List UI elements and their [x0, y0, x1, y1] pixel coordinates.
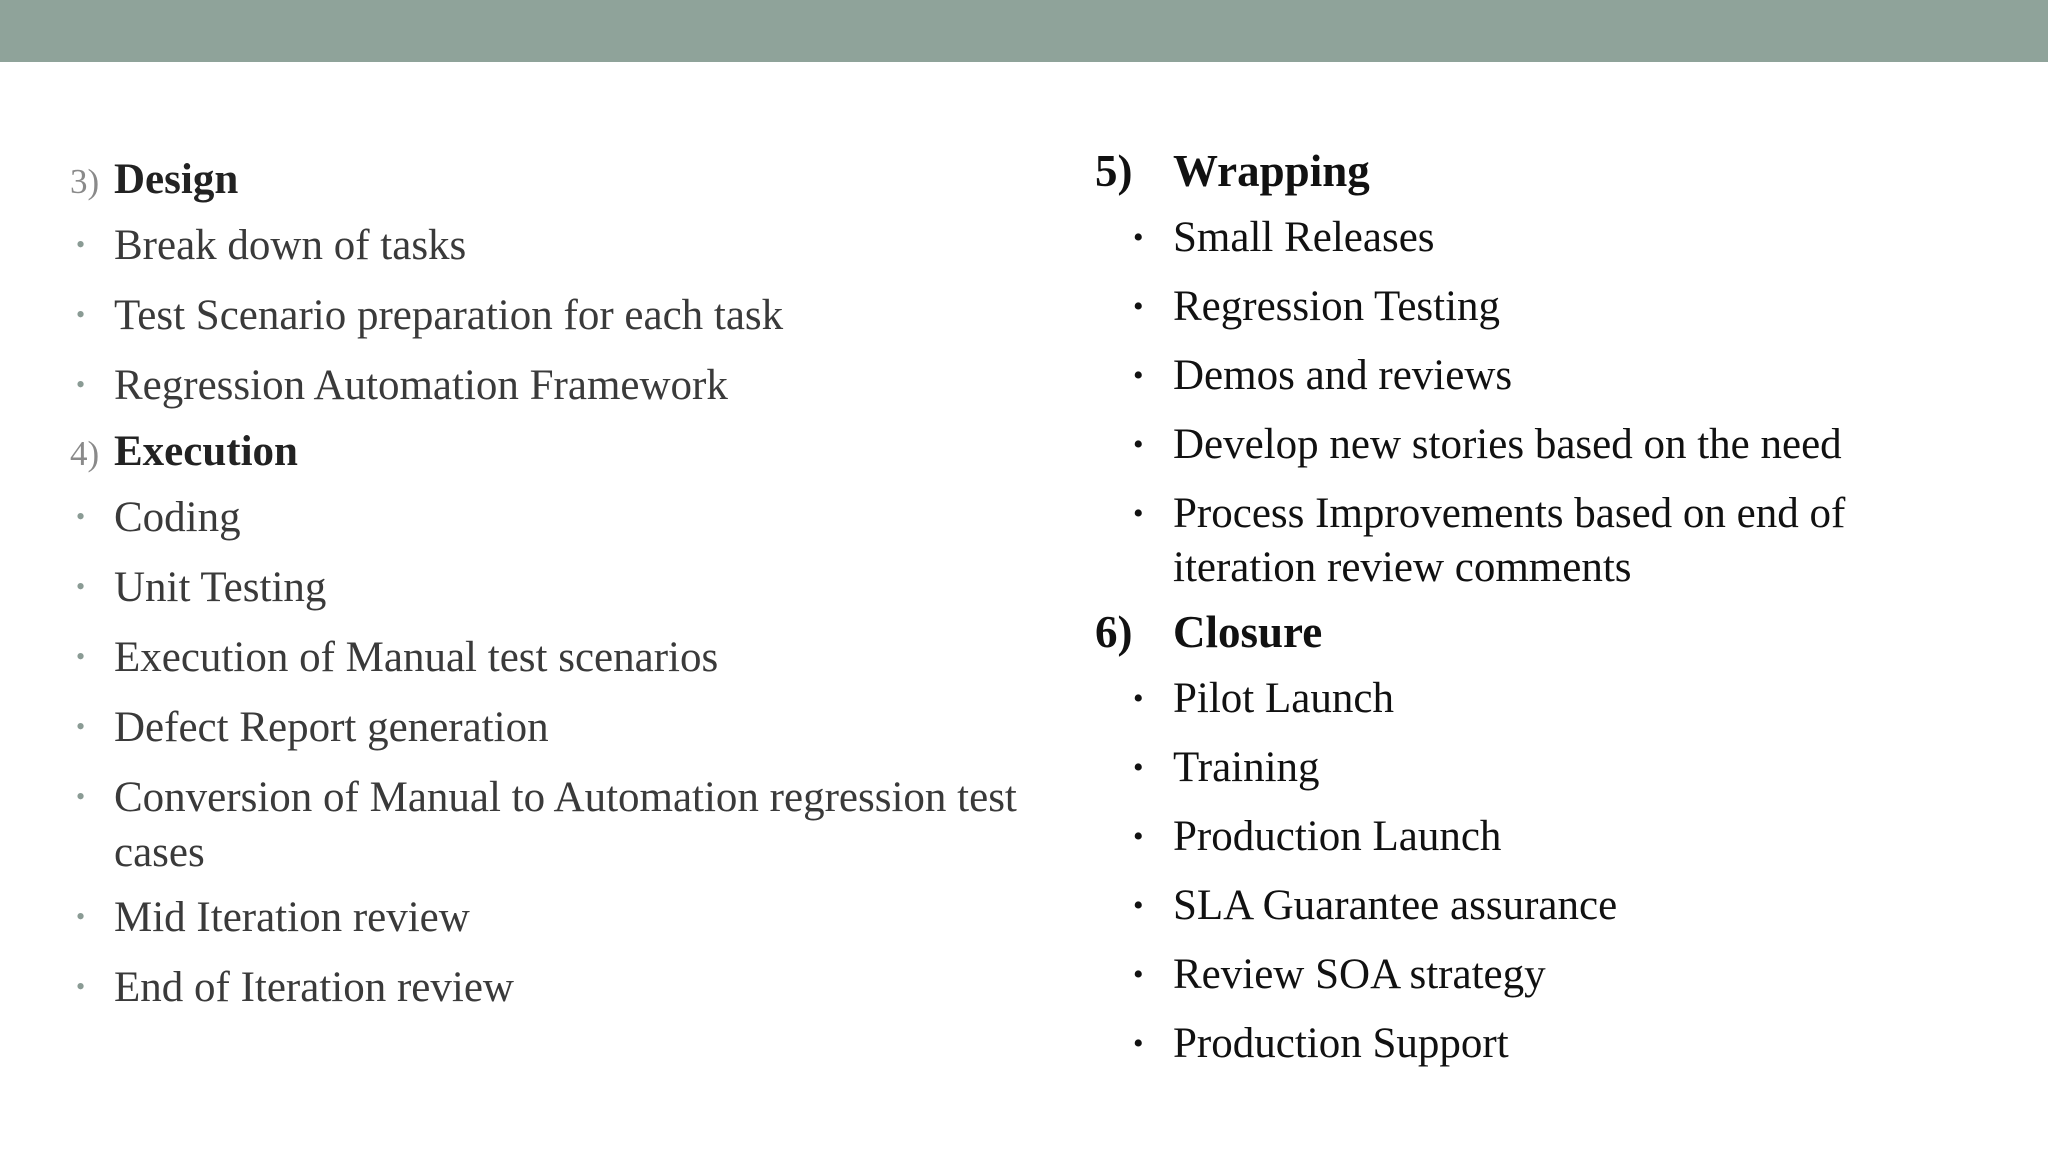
list-item — [1095, 810, 1995, 868]
list-item-text: Regression Testing — [1173, 283, 1501, 330]
bullet-icon: • — [76, 572, 86, 601]
list-item — [1095, 211, 1995, 269]
bullet-icon: • — [76, 782, 86, 811]
section-heading-wrapping — [1095, 142, 1995, 200]
list-item — [70, 700, 1030, 760]
list-item-text: Develop new stories based on the need — [1173, 421, 1842, 468]
list-item-text: Demos and reviews — [1173, 352, 1513, 399]
list-item-text: Conversion of Manual to Automation regression test cases — [114, 774, 1017, 876]
bullet-icon: • — [1133, 428, 1144, 461]
section-heading-closure — [1095, 603, 1995, 661]
list-item — [1095, 948, 1995, 1006]
list-item-text: Production Launch — [1173, 813, 1502, 860]
list-item-text: Coding — [114, 494, 241, 541]
section-number: 6) — [1095, 607, 1133, 657]
list-item-text: Process Improvements based on end of iteration review comments — [1173, 490, 1846, 591]
list-item — [70, 890, 1030, 950]
list-item-text: Execution of Manual test scenarios — [114, 634, 719, 681]
bullet-icon: • — [1133, 682, 1144, 715]
bullet-icon: • — [76, 642, 86, 671]
list-item-text: Production Support — [1173, 1020, 1509, 1067]
list-item — [1095, 487, 1995, 595]
list-item — [1095, 672, 1995, 730]
list-item — [70, 770, 1030, 880]
list-item — [1095, 1017, 1995, 1075]
bullet-icon: • — [1133, 751, 1144, 784]
left-column — [70, 148, 1030, 1020]
section-number: 4) — [70, 434, 100, 473]
bullet-icon: • — [76, 370, 86, 399]
list-item-text: SLA Guarantee assurance — [1173, 882, 1618, 929]
list-item — [1095, 349, 1995, 407]
section-title: Execution — [114, 428, 298, 475]
list-item — [1095, 741, 1995, 799]
list-item-text: Test Scenario preparation for each task — [114, 292, 784, 339]
bullet-icon: • — [1133, 221, 1144, 254]
list-item — [70, 218, 1030, 278]
list-item-text: Review SOA strategy — [1173, 951, 1546, 998]
list-item-text: Training — [1173, 744, 1320, 791]
bullet-icon: • — [76, 712, 86, 741]
section-number: 5) — [1095, 146, 1133, 196]
section-title: Wrapping — [1173, 146, 1370, 196]
list-item-text: Unit Testing — [114, 564, 327, 611]
list-item — [1095, 418, 1995, 476]
section-heading-execution — [70, 420, 1030, 484]
list-item-text: Regression Automation Framework — [114, 362, 728, 409]
bullet-icon: • — [76, 300, 86, 329]
section-title: Design — [114, 156, 239, 203]
bullet-icon: • — [1133, 1027, 1144, 1060]
bullet-icon: • — [1133, 290, 1144, 323]
list-item-text: Defect Report generation — [114, 704, 549, 751]
list-item-text: End of Iteration review — [114, 964, 514, 1011]
bullet-icon: • — [76, 902, 86, 931]
bullet-icon: • — [76, 972, 86, 1001]
bullet-icon: • — [1133, 497, 1144, 530]
list-item — [1095, 280, 1995, 338]
list-item — [70, 960, 1030, 1020]
list-item — [70, 630, 1030, 690]
list-item — [70, 560, 1030, 620]
slide-top-bar — [0, 0, 2048, 62]
bullet-icon: • — [76, 502, 86, 531]
list-item — [70, 288, 1030, 348]
list-item-text: Small Releases — [1173, 214, 1435, 261]
list-item — [1095, 879, 1995, 937]
list-item-text: Mid Iteration review — [114, 894, 470, 941]
right-column — [1095, 142, 1995, 1075]
section-number: 3) — [70, 162, 100, 201]
bullet-icon: • — [1133, 889, 1144, 922]
list-item-text: Break down of tasks — [114, 222, 467, 269]
list-item — [70, 358, 1030, 418]
section-title: Closure — [1173, 607, 1323, 657]
bullet-icon: • — [76, 230, 86, 259]
bullet-icon: • — [1133, 820, 1144, 853]
section-heading-design — [70, 148, 1030, 212]
list-item — [70, 490, 1030, 550]
bullet-icon: • — [1133, 359, 1144, 392]
list-item-text: Pilot Launch — [1173, 675, 1394, 722]
bullet-icon: • — [1133, 958, 1144, 991]
